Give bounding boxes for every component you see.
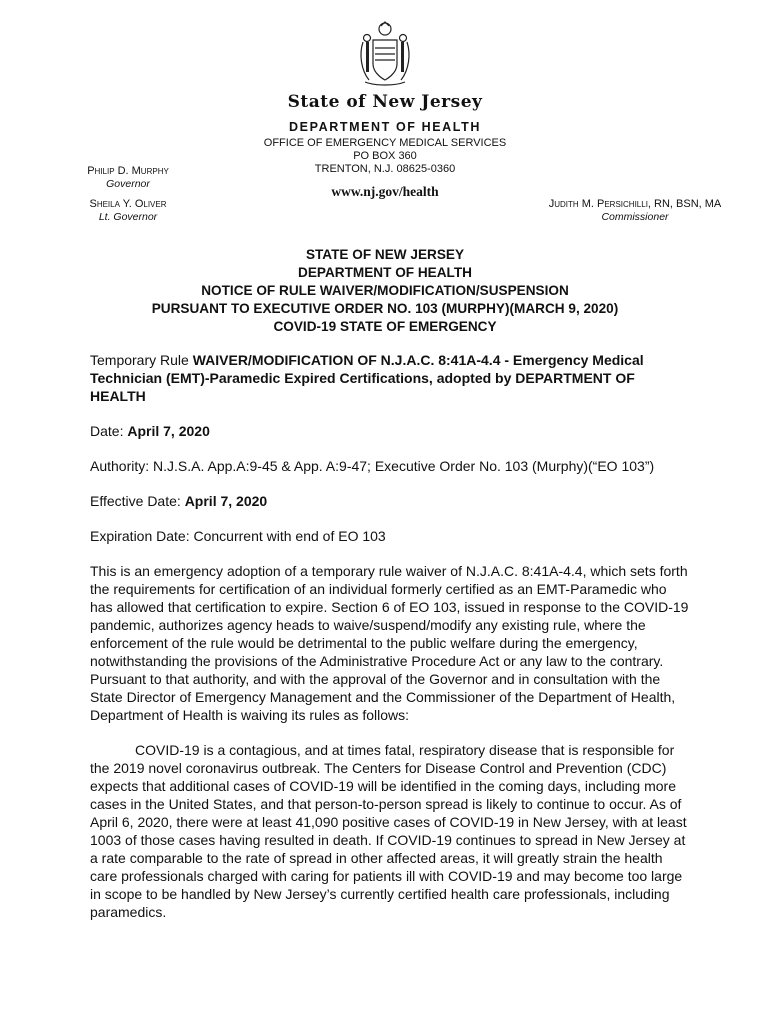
lt-governor-block [82,198,174,224]
body-paragraph-2: COVID-19 is a contagious, and at times fatal, respiratory disease that is responsible for the 2019 novel coronavirus outbreak. The Centers for Disease Control and Prevention (CDC) expects that additional cases of COVID-19 will be identified in the coming days, including more cases in the United States, and that person-to-person spread is likely to continue to occur. As of April 6, 2020, there were at least 41,090 positive cases of COVID-19 in New Jersey, with at least 1003 of those cases having resulted in death. If COVID-19 continues to spread in New Jersey at a rate comparable to the rate of spread in other affected areas, it will greatly strain the health care professionals charged with caring for patients ill with COVID-19 and may become too large in scope to be handled by New Jersey’s currently certified health care professionals, including paramedics. [90,742,687,920]
effective-date-line [90,492,690,510]
office-name: OFFICE OF EMERGENCY MEDICAL SERVICES [263,137,507,149]
lt-governor-title: Lt. Governor [98,211,158,223]
commissioner-block [535,198,735,224]
document-body [90,351,690,938]
notice-heading-line: PURSUANT TO EXECUTIVE ORDER NO. 103 (MURPHY)(MARCH 9, 2020) [151,301,619,316]
governor-name: Philip D. Murphy [87,165,169,177]
notice-heading-line: STATE OF NEW JERSEY [305,247,465,262]
state-seal-icon [355,20,415,88]
notice-heading-line: COVID-19 STATE OF EMERGENCY [273,319,497,334]
po-box: PO BOX 360 [353,150,417,162]
governor-block [82,165,174,191]
temporary-rule-title: WAIVER/MODIFICATION OF N.J.A.C. 8:41A-4.4 - Emergency Medical Technician (EMT)-Paramedic Expired Certifications, adopted by DEPARTMENT OF HEALTH [90,352,644,404]
date-line [90,422,690,440]
expiration-date-line: Expiration Date: Concurrent with end of EO 103 [90,528,386,544]
authority-line: Authority: N.J.S.A. App.A:9-45 & App. A:9-47; Executive Order No. 103 (Murphy)(“EO 103”) [90,458,655,474]
temporary-rule [90,351,690,405]
body-paragraph-1: This is an emergency adoption of a temporary rule waiver of N.J.A.C. 8:41A-4.4, which sets forth the requirements for certification of an individual formerly certified as an EMT-Paramedic who has allowed that certification to expire. Section 6 of EO 103, issued in response to the COVID-19 pandemic, authorizes agency heads to waive/suspend/modify any existing rule, where the enforcement of the rule would be detrimental to the public welfare during the emergency, notwithstanding the provisions of the Administrative Procedure Act or any law to the contrary. Pursuant to that authority, and with the approval of the Governor and in consultation with the State Director of Emergency Management and the Commissioner of the Department of Health, Department of Health is waiving its rules as follows: [90,563,689,723]
effective-date-value: April 7, 2020 [184,493,268,509]
notice-heading-line: DEPARTMENT OF HEALTH [298,265,472,280]
commissioner-name: Judith M. Persichilli, RN, BSN, MA [548,198,722,210]
website-link[interactable]: www.nj.gov/health [331,184,439,199]
city-address: TRENTON, N.J. 08625-0360 [314,163,456,175]
state-title: State of New Jersey [287,92,483,112]
lt-governor-name: Sheila Y. Oliver [89,198,167,210]
notice-heading [0,246,770,336]
date-value: April 7, 2020 [127,423,210,439]
temporary-rule-prefix: Temporary Rule [90,352,193,368]
date-label: Date: [90,423,128,439]
commissioner-title: Commissioner [601,211,669,223]
notice-heading-line: NOTICE OF RULE WAIVER/MODIFICATION/SUSPENSION [201,283,569,298]
effective-date-label: Effective Date: [90,493,185,509]
governor-title: Governor [106,178,150,190]
department-name: DEPARTMENT OF HEALTH [289,120,481,134]
